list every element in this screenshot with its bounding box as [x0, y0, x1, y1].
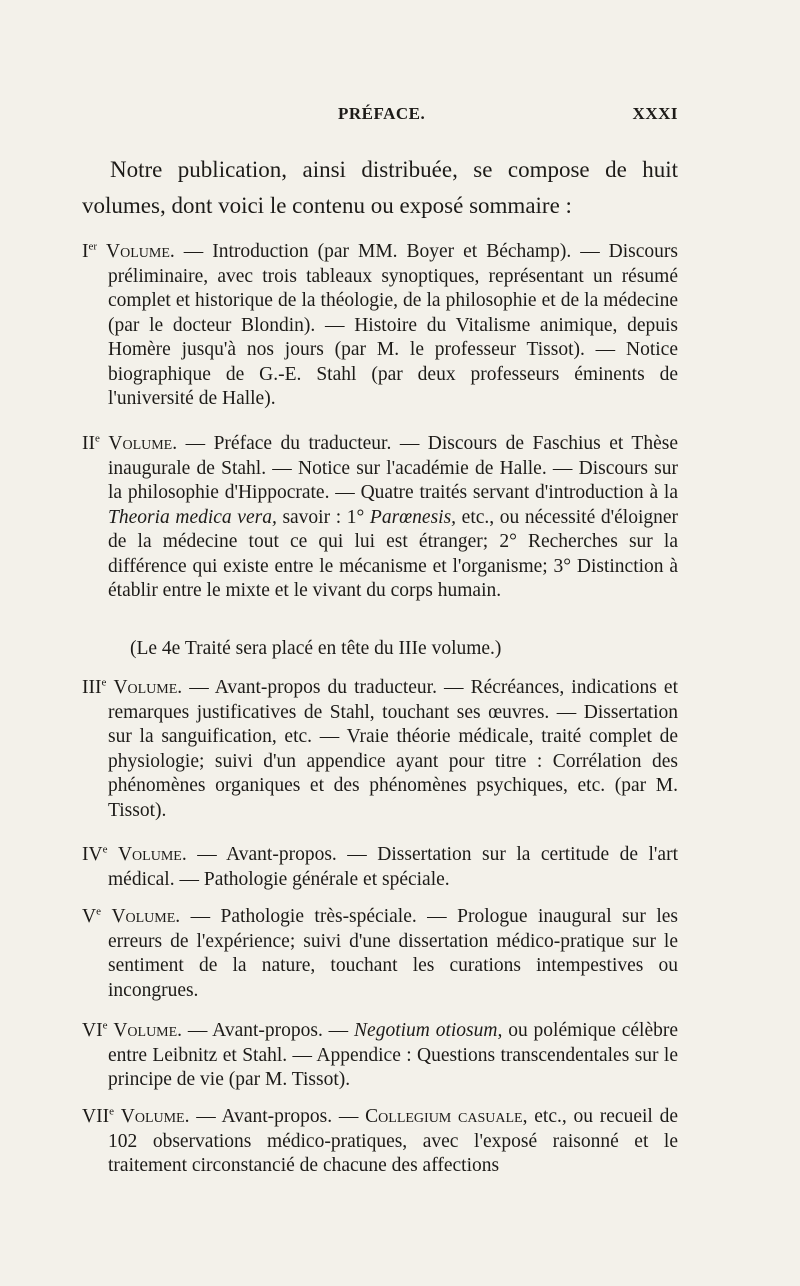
volume-entry-2	[82, 432, 678, 604]
volume-number: I	[82, 241, 89, 262]
volume-ordinal: e	[96, 905, 101, 918]
volume-text: — Avant-propos du traducteur. — Récréances, indications et remarques justificatives de Stahl, touchant ses œuvres. — Dissertation sur la sanguification, etc. — Vraie théorie médicale, traité complet de physiologie; suivi d'un appendice ayant pour titre : Corrélation des phénomènes organiques et des phénomènes psychiques, etc. (par M. Tissot).	[108, 677, 678, 821]
volume-text: ou polémique célèbre entre Leibnitz et Stahl. — Appendice : Questions transcendentales sur le principe de vie (par M. Tissot).	[108, 1020, 678, 1090]
volume-number: III	[82, 677, 102, 698]
volume-ordinal: e	[95, 432, 100, 445]
volume-number: V	[82, 906, 97, 927]
volume-number: II	[82, 433, 95, 454]
intro-paragraph	[82, 152, 678, 224]
volume-ordinal: e	[102, 843, 108, 856]
volume-entry-5	[82, 905, 678, 1003]
volume-italic-title: Negotium otiosum,	[354, 1020, 503, 1041]
volume-entry-4	[82, 843, 678, 892]
volume-number: IV	[82, 844, 103, 865]
volume-entry-6	[82, 1019, 678, 1093]
volume-label: Volume.	[108, 433, 178, 454]
volume-label: Volume.	[113, 677, 183, 698]
traite-note: (Le 4e Traité sera placé en tête du IIIe volume.)	[130, 638, 502, 659]
volume-italic-title: Theoria medica vera,	[108, 506, 277, 528]
volume-text: — Introduction (par MM. Boyer et Béchamp). — Discours préliminaire, avec trois tableaux synoptiques, représentant un résumé complet et historique de la théologie, de la philosophie et de la médecine (par le docteur Blondin). — Histoire du Vitalisme animique, depuis Homère jusqu'à nos jours (par M. le professeur Tissot). — Notice biographique de G.-E. Stahl (par deux professeurs éminents de l'université de Halle).	[108, 241, 678, 409]
page-number: XXXI	[632, 104, 678, 123]
volume-label: Volume.	[106, 241, 175, 262]
volume-number: VI	[82, 1020, 103, 1041]
volume-entry-1	[82, 240, 678, 412]
volume-italic-title: Parœnesis,	[369, 506, 457, 528]
volume-text: , etc., ou recueil de 102 observations médico-pratiques, avec l'exposé raisonné et le traitement circonstancié de chacune des affections	[108, 1106, 678, 1176]
volume-ordinal: e	[101, 676, 107, 689]
volume-ordinal: e	[102, 1019, 108, 1032]
volume-label: Volume.	[117, 844, 187, 865]
volume-entry-7	[82, 1105, 678, 1179]
volume-text: — Avant-propos. —	[189, 1106, 366, 1127]
volume-text: — Préface du traducteur. — Discours de Faschius et Thèse inaugurale de Stahl. — Notice sur l'académie de Halle. — Discours sur la philosophie d'Hippocrate. — Quatre traités servant d'introduction à la	[108, 433, 678, 503]
intro-text: Notre publication, ainsi distribuée, se compose de huit volumes, dont voici le contenu ou exposé sommaire :	[82, 157, 678, 218]
volume-smallcaps-title: Collegium casuale	[365, 1106, 523, 1127]
volume-label: Volume.	[113, 1020, 183, 1041]
volume-text: — Avant-propos. — Dissertation sur la certitude de l'art médical. — Pathologie générale et spéciale.	[108, 844, 678, 890]
volume-text: etc., ou nécessité d'éloigner de la médecine tout ce qui lui est étranger; 2° Recherches sur la différence qui existe entre le mécanisme et l'organisme; 3° Distinction à établir entre le mixte et le vivant du corps humain.	[108, 506, 679, 601]
volume-text: — Avant-propos. —	[182, 1020, 355, 1041]
volume-number: VII	[82, 1106, 110, 1127]
header-title: PRÉFACE.	[338, 104, 426, 123]
volume-label: Volume.	[111, 906, 181, 927]
volume-entry-3	[82, 676, 678, 823]
volume-text: savoir : 1°	[276, 506, 370, 528]
volume-label: Volume.	[120, 1106, 190, 1127]
running-header	[108, 104, 678, 128]
volume-ordinal: e	[109, 1105, 114, 1118]
volume-ordinal: er	[88, 240, 98, 253]
volume-text: — Pathologie très-spéciale. — Prologue inaugural sur les erreurs de l'expérience; suivi d'une dissertation médico-pratique sur le sentiment de la nature, touchant les curations intempestives ou incongrues.	[108, 906, 678, 1001]
